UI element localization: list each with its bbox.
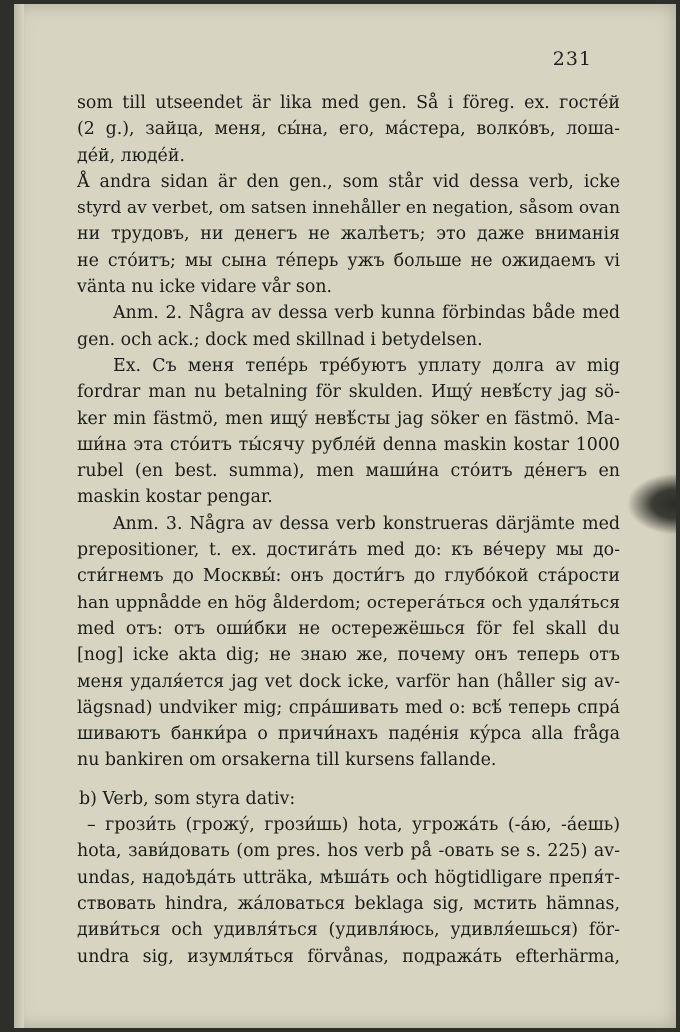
text-line: не стóитъ; мы сына тéперь ужъ больше не ожидаемъ vi: [77, 250, 620, 271]
text-line: Anm. 2. Några av dessa verb kunna förbindas både med: [113, 303, 620, 324]
text-line: som till utseendet är lika med gen. Så i föreg. ex. гостéй: [77, 93, 620, 113]
text-line: gen. och ack.; dock med skillnad i betydelsen.: [77, 329, 483, 350]
section-heading-dativ: [77, 786, 620, 812]
text-line: hota, зави́довать (om pres. hos verb på -овать se s. 225) av-: [77, 841, 620, 862]
text-line: lägsnad) undviker mig; спрáшивать med о: всѣ́ теперь спрá: [77, 697, 620, 718]
page-number: 231: [552, 48, 592, 70]
text-line: prepositioner, t. ex. достигáть med до: къ вéчеру мы до-: [77, 540, 620, 561]
text-line: [nog] icke akta dig; не знаю же, почему онъ теперь отъ: [77, 645, 620, 666]
paragraph-examples: [77, 353, 620, 511]
text-line: med отъ: отъ оши́бки не остережёшься för fel skall du: [77, 618, 620, 639]
paragraph-genitive-examples: [77, 90, 620, 169]
text-line: undas, надоѣдáть utträka, мѣшáть och högtidligare препя́т-: [77, 867, 620, 888]
page-text: [77, 90, 620, 970]
paragraph-anm-3: [77, 511, 620, 774]
text-line: han uppnådde en hög ålderdom; остерегáться och удаля́ться: [77, 592, 620, 613]
section-gap: [77, 774, 620, 786]
text-line: сти́гнемъ до Москвы́: онъ дости́гъ до глубóкой стáрости: [77, 566, 620, 587]
text-line: (2 g.), зайца, меня, сы́на, его, мáстера, волкóвъ, лоша-: [77, 119, 620, 140]
paragraph-negation: [77, 169, 620, 300]
text-line: Anm. 3. Några av dessa verb konstrueras därjämte med: [113, 513, 620, 534]
text-line: rubel (en best. summa), men маши́на стóитъ дéнегъ en: [77, 461, 620, 482]
text-line: ствовать hindra, жáловаться beklaga sig, мстить hämnas,: [77, 893, 620, 914]
text-line: шиваютъ банки́ра о причи́нахъ падéнія кýрса alla fråga: [77, 724, 620, 745]
text-line: maskin kostar pengar.: [77, 487, 273, 508]
text-line: styrd av verbet, om satsen innehåller en negation, såsom ovan: [77, 198, 620, 219]
text-line: b) Verb, som styra dativ:: [79, 788, 296, 809]
text-line: ker min fästmö, men ищу́ невѣ́сты jag söker en fästmö. Ма-: [77, 408, 620, 429]
paragraph-anm-2: [77, 300, 620, 353]
text-line: Ex. Съ меня тепéрь трéбуютъ уплату долга av mig: [113, 355, 620, 376]
paragraph-dativ-verbs: [77, 812, 620, 970]
text-line: меня удаля́ется jag vet dock icke, varför han (håller sig av-: [77, 671, 620, 692]
text-line: ши́на эта стóитъ ты́сячу рублéй denna maskin kostar 1000: [77, 434, 620, 455]
page-edge-shadow: [628, 474, 676, 534]
book-page: [14, 4, 676, 1028]
text-line: дéй, людéй.: [77, 145, 185, 166]
text-line: ни трудовъ, ни денегъ не жалѣетъ; это даже вниманія: [77, 224, 620, 245]
text-line: – грози́ть (грожу́, грози́шь) hota, угрожáть (-áю, -áешь): [87, 815, 620, 836]
text-line: fordrar man nu betalning för skulden. Ищу́ невѣ́сту jag sö-: [77, 382, 620, 403]
text-line: nu bankiren om orsakerna till kursens fallande.: [77, 750, 497, 771]
page-gutter: [14, 4, 24, 1028]
text-line: vänta nu icke vidare vår son.: [77, 277, 333, 298]
text-line: диви́ться och удивля́ться (удивля́юсь, удивля́ешься) för-: [77, 920, 620, 941]
text-line: undra sig, изумля́ться förvånas, подражáть efterhärma,: [77, 946, 620, 967]
text-line: Å andra sidan är den gen., som står vid dessa verb, icke: [77, 171, 620, 192]
